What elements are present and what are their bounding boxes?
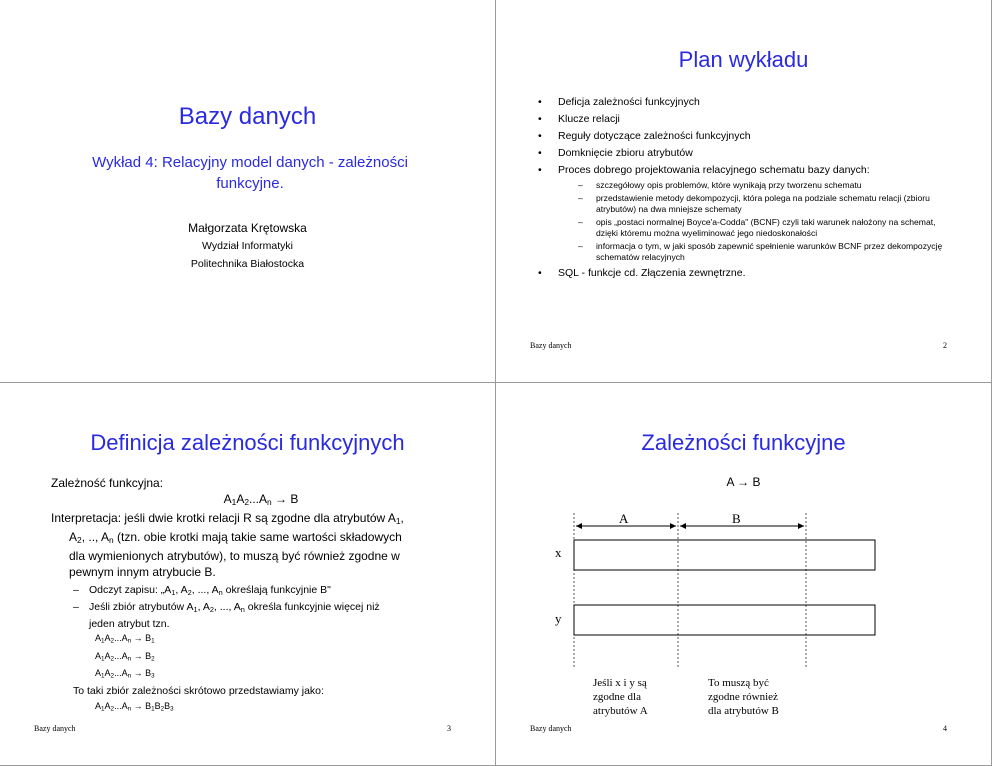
arrowhead — [798, 523, 804, 529]
multi-attr-note-line-2: jeden atrybut tzn. — [89, 617, 170, 630]
summary-text: To taki zbiór zależności skrótowo przedstawiamy jako: — [73, 684, 324, 697]
fd-example-1: $A_1A_2...A_n \to B_1$ — [95, 632, 155, 645]
page-number: 3 — [447, 724, 451, 733]
list-item: • SQL - funkcje cd. Złączenia zewnętrzne. — [538, 265, 958, 282]
row-label-x: x — [555, 545, 562, 560]
arrowhead — [670, 523, 676, 529]
fd-formula: A → B — [726, 475, 761, 489]
list-item — [538, 162, 958, 263]
page-number: 2 — [943, 341, 947, 350]
author-name: Małgorzata Krętowska — [188, 221, 307, 235]
fd-example-3: $A_1A_2...A_n \to B_3$ — [95, 668, 155, 680]
interpretation-line-2: $A_2$, .., $A_n$ (tzn. obie krotki mają takie same wartości składowych — [69, 530, 402, 546]
slide-1 — [0, 0, 496, 383]
list-item: • Domknięcie zbioru atrybutów — [538, 145, 958, 162]
multi-attr-note: – Jeśli zbiór atrybutów $A_1$, $A_2$, ..., $A_n$ określa funkcyjnie więcej niż — [51, 600, 471, 617]
page-number: 4 — [943, 724, 947, 733]
lecture-subtitle: Wykład 4: Relacyjny model danych - zależności funkcyjne. — [92, 154, 408, 192]
slide-2 — [496, 0, 992, 383]
slide-4 — [496, 383, 992, 766]
list-item: • Klucze relacji — [538, 111, 958, 128]
reading-note: – Odczyt zapisu: $„A_1$, $A_2$, ..., $A_n$ określają funkcyjnie B" — [51, 583, 471, 600]
tuple-x-box — [574, 540, 875, 570]
attribute-label-b: B — [732, 511, 741, 526]
department: Wydział Informatyki — [202, 240, 293, 252]
interpretation-line-3: dla wymienionych atrybutów), to muszą być również zgodne w — [69, 549, 400, 564]
interpretation-line-4: pewnym innym atrybucie B. — [69, 565, 216, 580]
row-label-y: y — [555, 611, 562, 626]
sub-list-item: – przedstawienie metody dekompozycji, która polega na podziale schematu relacji (zbioru atrybutów) na dwa mniejsze schematy — [578, 193, 958, 215]
lecture-title: Bazy danych — [178, 103, 317, 130]
sub-list-item: – opis „postaci normalnej Boyce'a-Codda" (BCNF) czyli taki warunek nałożony na schemat, dzięki któremu można wyeliminować jego niedoskonałości — [578, 217, 958, 239]
slide-title: Definicja zależności funkcyjnych — [90, 430, 405, 455]
sub-list-item: – szczegółowy opis problemów, które wynikają przy tworzenu schematu — [578, 180, 958, 191]
slide-title: Zależności funkcyjne — [641, 430, 846, 455]
definition-content — [51, 475, 471, 716]
slide-title: Plan wykładu — [678, 47, 809, 72]
fd-summary-formula: $A_1A_2...A_n \to B_1B_2B_3$ — [95, 700, 174, 713]
interpretation-line-1: Interpretacja: jeśli dwie krotki relacji R są zgodne dla atrybutów $A_1$, — [51, 511, 404, 527]
slide-3 — [0, 383, 496, 766]
sub-list-item: – informacja o tym, w jaki sposób zapewnić spełnienie warunków BCNF przez dekompozycję schematów relacyjnych — [578, 241, 958, 263]
tuple-y-box — [574, 605, 875, 635]
arrowhead — [576, 523, 582, 529]
fd-example-2: $A_1A_2...A_n \to B_2$ — [95, 650, 155, 663]
list-item-label: Proces dobrego projektowania relacyjnego schematu bazy danych: — [558, 164, 870, 176]
footer-label: Bazy danych — [530, 724, 572, 733]
university: Politechnika Białostocka — [190, 258, 305, 270]
fd-formula: $A_1A_2...A_n \to B$ — [223, 492, 299, 508]
list-item: • Deficja zależności funkcyjnych — [538, 94, 958, 111]
footer-label: Bazy danych — [530, 341, 572, 350]
footer-label: Bazy danych — [34, 724, 76, 733]
list-item: • Reguły dotyczące zależności funkcyjnych — [538, 128, 958, 145]
caption-left: Jeśli x i y są zgodne dla atrybutów A — [593, 677, 648, 717]
arrowhead — [680, 523, 686, 529]
plan-list — [538, 94, 958, 282]
sub-list — [578, 180, 958, 263]
attribute-label-a: A — [619, 511, 629, 526]
caption-right: To muszą być zgodne również dla atrybutów B — [708, 677, 779, 717]
definition-label: Zależność funkcyjna: — [51, 476, 164, 490]
